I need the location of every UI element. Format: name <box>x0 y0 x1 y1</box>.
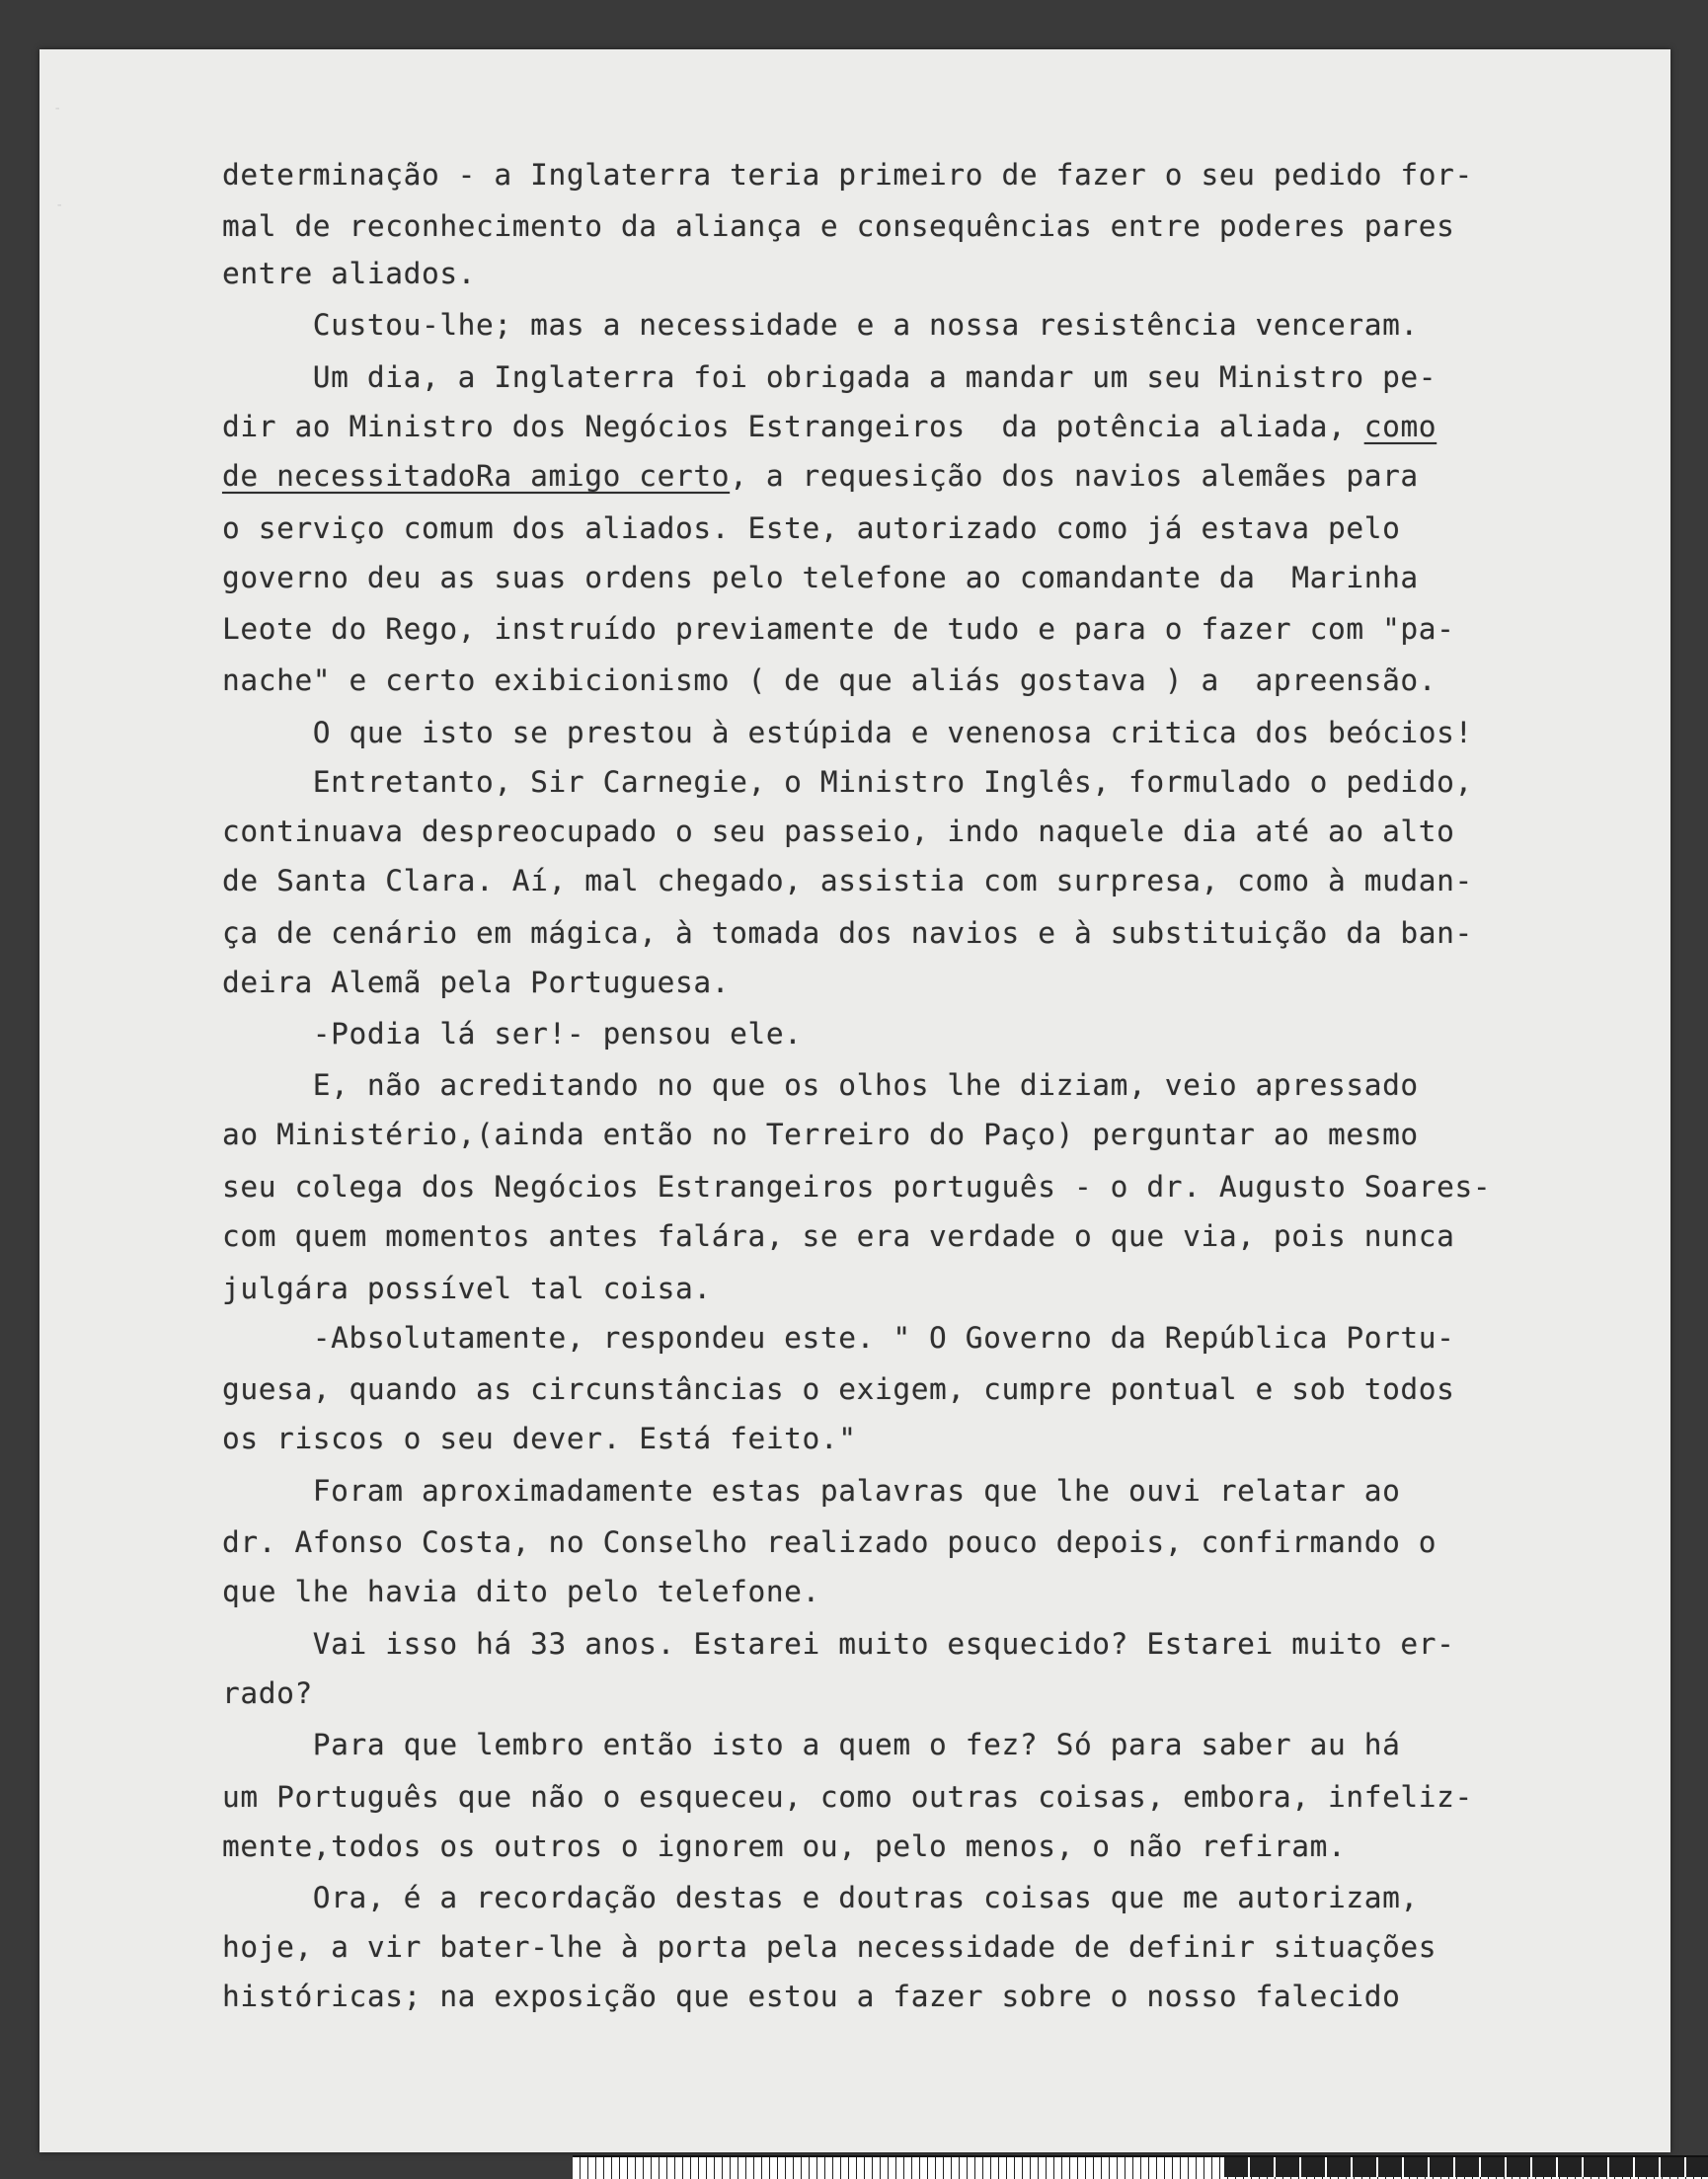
text-line: dr. Afonso Costa, no Conselho realizado pouco depois, confirmando o <box>222 1525 1437 1559</box>
text-segment: , a requesição dos navios alemães para <box>730 459 1419 493</box>
text-line <box>222 410 1436 443</box>
text-line: O que isto se prestou à estúpida e venenosa critica dos beócios! <box>222 716 1473 749</box>
text-line: Leote do Rego, instruído previamente de tudo e para o fazer com "pa- <box>222 612 1455 646</box>
text-line: -Absolutamente, respondeu este. " O Governo da República Portu- <box>222 1321 1455 1355</box>
text-line: mente,todos os outros o ignorem ou, pelo menos, o não refiram. <box>222 1829 1347 1863</box>
text-line: os riscos o seu dever. Está feito." <box>222 1422 857 1455</box>
text-line: Um dia, a Inglaterra foi obrigada a mandar um seu Ministro pe- <box>222 360 1437 394</box>
text-line: deira Alemã pela Portuguesa. <box>222 966 731 999</box>
text-line: -Podia lá ser!- pensou ele. <box>222 1017 803 1051</box>
text-line: com quem momentos antes falára, se era verdade o que via, pois nunca <box>222 1219 1455 1253</box>
underlined-text: de necessitadoRa amigo certo <box>222 459 731 493</box>
document-page <box>39 49 1670 2152</box>
text-line: ao Ministério,(ainda então no Terreiro do Paço) perguntar ao mesmo <box>222 1118 1419 1151</box>
text-line: Entretanto, Sir Carnegie, o Ministro Inglês, formulado o pedido, <box>222 765 1473 799</box>
text-line: determinação - a Inglaterra teria primeiro de fazer o seu pedido for- <box>222 158 1473 192</box>
text-line: mal de reconhecimento da aliança e consequências entre poderes pares <box>222 209 1455 243</box>
margin-mark: - <box>55 197 64 213</box>
text-line: Para que lembro então isto a quem o fez? Só para saber au há <box>222 1728 1401 1761</box>
text-line: governo deu as suas ordens pelo telefone ao comandante da Marinha <box>222 561 1419 594</box>
text-line: Ora, é a recordação destas e doutras coisas que me autorizam, <box>222 1881 1419 1914</box>
text-line: continuava despreocupado o seu passeio, indo naquele dia até ao alto <box>222 815 1455 848</box>
text-line: nache" e certo exibicionismo ( de que aliás gostava ) a apreensão. <box>222 663 1437 697</box>
text-line: Vai isso há 33 anos. Estarei muito esquecido? Estarei muito er- <box>222 1627 1455 1661</box>
text-line <box>222 459 1419 493</box>
text-line: ça de cenário em mágica, à tomada dos navios e à substituição da ban- <box>222 916 1473 950</box>
text-line: seu colega dos Negócios Estrangeiros português - o dr. Augusto Soares- <box>222 1170 1492 1204</box>
text-line: Foram aproximadamente estas palavras que lhe ouvi relatar ao <box>222 1474 1401 1508</box>
text-line: E, não acreditando no que os olhos lhe diziam, veio apressado <box>222 1068 1419 1102</box>
text-line: que lhe havia dito pelo telefone. <box>222 1575 820 1608</box>
text-line: hoje, a vir bater-lhe à porta pela necessidade de definir situações <box>222 1930 1437 1964</box>
text-line: entre aliados. <box>222 257 477 290</box>
text-line: históricas; na exposição que estou a fazer sobre o nosso falecido <box>222 1980 1401 2013</box>
margin-mark: - <box>53 101 62 117</box>
text-line: rado? <box>222 1676 313 1710</box>
scale-ruler-dark-segment <box>1224 2157 1708 2177</box>
text-line: Custou-lhe; mas a necessidade e a nossa resistência venceram. <box>222 308 1419 342</box>
text-line: guesa, quando as circunstâncias o exigem, cumpre pontual e sob todos <box>222 1372 1455 1406</box>
text-line: julgára possível tal coisa. <box>222 1272 712 1305</box>
underlined-text: como <box>1363 410 1437 443</box>
text-line: de Santa Clara. Aí, mal chegado, assistia com surpresa, como à mudan- <box>222 864 1473 897</box>
text-segment: dir ao Ministro dos Negócios Estrangeiros da potência aliada, <box>222 410 1364 443</box>
text-line: o serviço comum dos aliados. Este, autorizado como já estava pelo <box>222 511 1401 545</box>
text-line: um Português que não o esqueceu, como outras coisas, embora, infeliz- <box>222 1780 1473 1814</box>
